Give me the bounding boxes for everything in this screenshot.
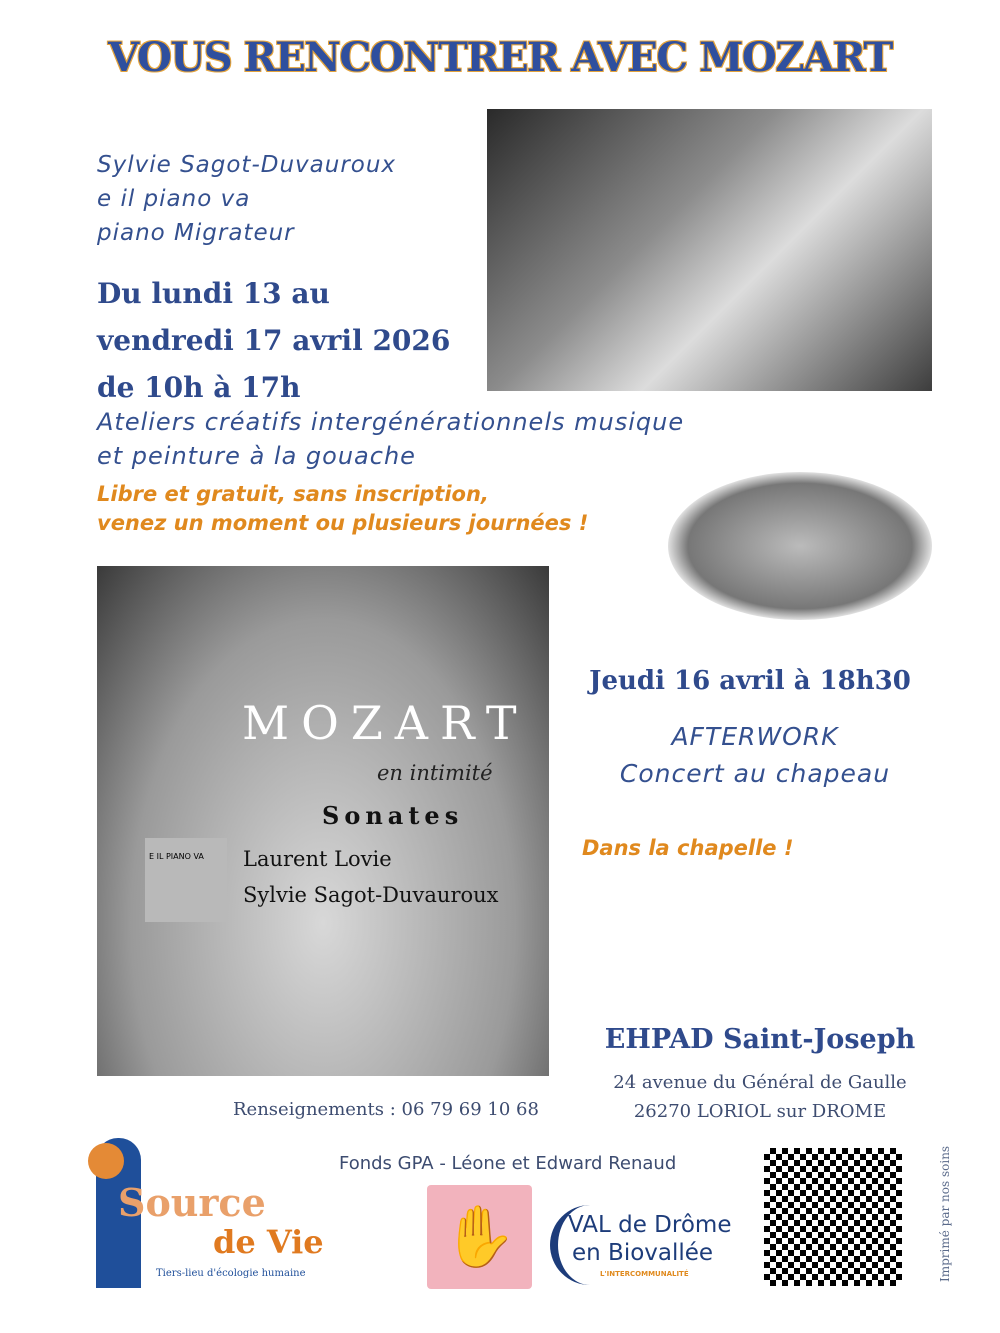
cover-subtitle: en intimité [377, 761, 493, 785]
pianist-photo [487, 109, 932, 391]
date-end: vendredi 17 avril 2026 [97, 324, 451, 357]
fund-credit: Fonds GPA - Léone et Edward Renaud [339, 1153, 677, 1174]
piano-va-badge: E IL PIANO VA [145, 838, 227, 922]
logo-text: de Vie [213, 1223, 324, 1261]
printed-note: Imprimé par nos soins [938, 1145, 952, 1282]
concert-type: AFTERWORK [671, 722, 839, 751]
logo-text: Tiers-lieu d'écologie humaine [156, 1268, 306, 1279]
venue-city: 26270 LORIOL sur DROME [633, 1101, 887, 1122]
logo-text: VAL de Drôme [568, 1212, 732, 1238]
free-line: venez un moment ou plusieurs journées ! [97, 511, 589, 535]
logo-text: Source [118, 1180, 266, 1225]
source-de-vie-logo [88, 1108, 328, 1288]
cover-performers [243, 841, 499, 913]
date-start: Du lundi 13 au [97, 277, 330, 310]
free-line: Libre et gratuit, sans inscription, [97, 482, 489, 506]
artist-name: Sylvie Sagot-Duvauroux [97, 152, 397, 178]
logo-text: en Biovallée [572, 1240, 714, 1266]
qr-code[interactable] [758, 1142, 908, 1292]
concert-date: Jeudi 16 avril à 18h30 [589, 666, 911, 696]
logo-text: L'INTERCOMMUNALITÉ [600, 1270, 689, 1278]
poster-title: VOUS RENCONTRER AVEC MOZART [108, 34, 892, 81]
concert-info [570, 718, 940, 792]
performer: Laurent Lovie [243, 847, 392, 871]
workshops-line: et peinture à la gouache [97, 442, 416, 470]
venue-name: EHPAD Saint-Joseph [604, 1024, 916, 1055]
concert-desc: Concert au chapeau [619, 759, 891, 788]
dates-block [97, 270, 450, 411]
concert-place: Dans la chapelle ! [582, 836, 794, 860]
venue-address [560, 1068, 960, 1126]
contact-phone: Renseignements : 06 79 69 10 68 [233, 1099, 539, 1120]
workshops-text [97, 405, 684, 473]
ensemble-name: e il piano va [97, 186, 251, 212]
workshops-line: Ateliers créatifs intergénérationnels musique [97, 408, 685, 436]
venue-street: 24 avenue du Général de Gaulle [613, 1072, 907, 1093]
cover-sonates: Sonates [322, 801, 464, 830]
hours: de 10h à 17h [97, 371, 301, 404]
free-entry-text [97, 480, 588, 538]
ensemble-subtitle: piano Migrateur [97, 220, 295, 246]
performer: Sylvie Sagot-Duvauroux [243, 883, 499, 907]
artist-block [97, 148, 396, 250]
cover-title: MOZART [242, 696, 529, 750]
gpa-hands-logo: ✋ [427, 1185, 532, 1289]
val-de-drome-logo [550, 1200, 750, 1290]
album-cover [97, 566, 549, 1076]
paint-palette-illustration [668, 472, 932, 620]
